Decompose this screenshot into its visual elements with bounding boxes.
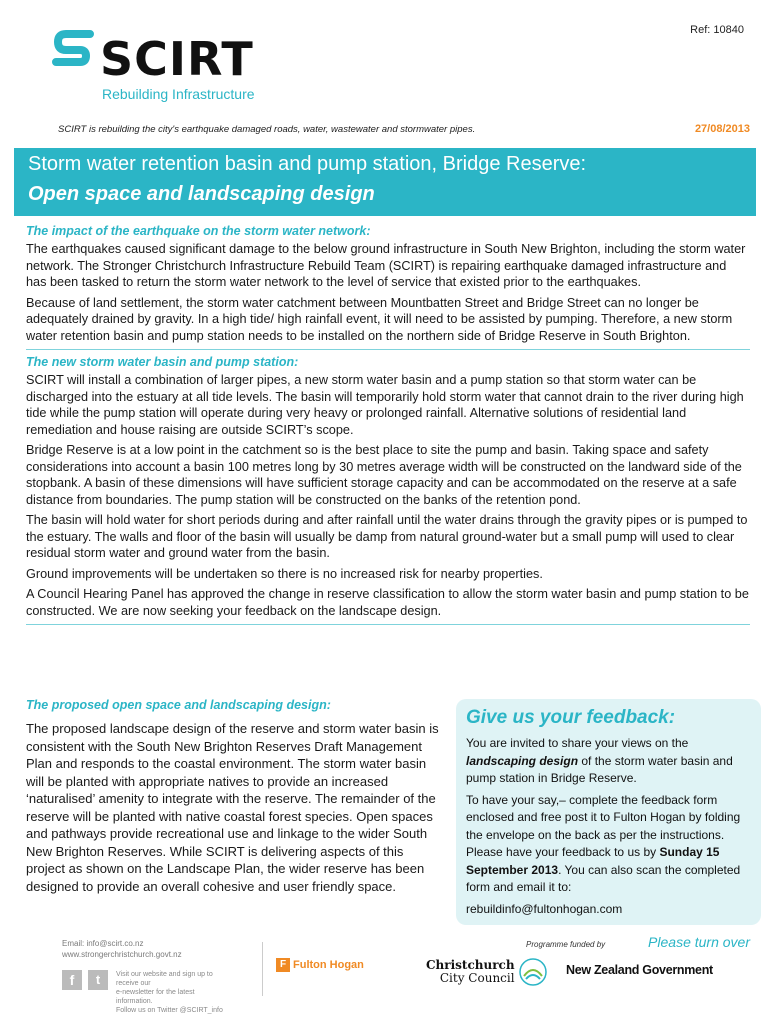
main-content [26, 224, 750, 630]
section-heading: The impact of the earthquake on the storm water network: [26, 224, 371, 238]
paragraph: Bridge Reserve is at a low point in the catchment so is the best place to site the pump and basin. Taking space and safety considerations into account a basin 100 metres long by 30 metres average width will be constructed on the landward side of the stopbank. A basin of these dimensions will have sufficient storage capacity and can be accommodated on the reserve at a safe distance from boundaries. The pump station will be constructed on the banks of the retention pond. [26, 443, 742, 507]
programme-funded-by: Programme funded by [526, 940, 606, 949]
footer-visit-line: Visit our website and sign up to receive our [116, 971, 213, 987]
section-earthquake-impact [26, 224, 750, 344]
ccc-line2: City Council [439, 971, 515, 985]
fulton-hogan-icon: F [276, 958, 290, 972]
feedback-invite [466, 735, 754, 788]
section-basin-pump [26, 355, 750, 619]
footer [0, 934, 770, 1024]
feedback-deadline: Sunday 15 September 2013 [466, 845, 720, 877]
feedback-text: of the storm water basin and pump station in Bridge Reserve. [466, 753, 733, 785]
page-title: Storm water retention basin and pump station, Bridge Reserve: [28, 153, 587, 175]
ccc-emblem-icon [518, 957, 548, 987]
paragraph: SCIRT will install a combination of larger pipes, a new storm water basin and a pump station so that storm water can be discharged into the estuary at all tide levels. The basin will temporarily hold storm water that cannot drain to the river during high tide while the pump station will operate during very heavy or prolonged rainfall. Alternative solutions of residential land remediation and house raising are outside SCIRT’s scope. [26, 373, 744, 437]
paragraph: The earthquakes caused significant damage to the below ground infrastructure in South New Brighton, including the storm water network. The Stronger Christchurch Infrastructure Rebuild Team (SCIRT) is repairing earthquake damaged infrastructure and has been tasked to return the storm water network to the level of service that existed prior to the earthquakes. [26, 242, 746, 289]
facebook-icon[interactable]: f [62, 970, 82, 990]
fulton-hogan-text: Fulton Hogan [293, 959, 364, 971]
section-divider [26, 349, 750, 350]
twitter-icon[interactable]: t [88, 970, 108, 990]
feedback-body [466, 735, 754, 922]
feedback-instructions [466, 792, 754, 897]
section-divider [26, 624, 750, 625]
please-turn-over: Please turn over [648, 934, 750, 950]
footer-visit-line: e-newsletter for the latest information. [116, 989, 195, 1005]
section-heading: The new storm water basin and pump station: [26, 355, 299, 369]
nz-government-logo: New Zealand Government [566, 963, 713, 977]
ccc-line1: Christchurch [426, 958, 515, 972]
scirt-logo [52, 26, 292, 106]
publication-date: 27/08/2013 [694, 123, 750, 135]
paragraph: Ground improvements will be undertaken so there is no increased risk for nearby properties. [26, 566, 543, 581]
feedback-box [456, 699, 761, 925]
reference-number: Ref: 10840 [690, 24, 744, 36]
section-heading: The proposed open space and landscaping design: [26, 698, 331, 712]
footer-contact [62, 938, 182, 960]
paragraph: A Council Hearing Panel has approved the change in reserve classification to allow the storm water basin and pump station to be constructed. We are now seeking your feedback on the landscape design. [26, 587, 749, 618]
footer-divider [262, 942, 263, 996]
title-banner [14, 148, 756, 216]
logo-subtitle: Rebuilding Infrastructure [102, 86, 255, 102]
feedback-email[interactable]: rebuildinfo@fultonhogan.com [466, 901, 623, 916]
feedback-text: To have your say,– complete the feedback form enclosed and free post it to Fulton Hogan by folding the envelope on the back as per the instructions. Please have your feedback to us by [466, 792, 741, 859]
feedback-emphasis: landscaping design [466, 753, 579, 768]
feedback-title: Give us your feedback: [466, 707, 676, 728]
feedback-text: . You can also scan the completed form and email it to: [466, 862, 741, 894]
footer-web-link[interactable]: www.strongerchristchurch.govt.nz [62, 950, 182, 959]
christchurch-city-council-logo [426, 959, 515, 985]
footer-visit-line: Follow us on Twitter @SCIRT_info [116, 1007, 223, 1014]
bottom-section [26, 698, 750, 928]
paragraph: The proposed landscape design of the reserve and storm water basin is consistent with the South New Brighton Reserves Draft Management Plan and responds to the coastal environment. The storm water basin will be planted with appropriate natives to provide an increased ‘naturalised’ amenity to integrate with the reserve. The remainder of the reserve will be planted with native coastal forest species. Open spaces and pathways provide recreational use and linkage to the wider South New Brighton Reserves. While SCIRT is delivering aspects of this project as shown on the Landscape Plan, the wider reserve has been designed to provide an overall cohesive and user friendly space. [26, 721, 439, 894]
social-icons [62, 970, 110, 990]
paragraph: Because of land settlement, the storm water catchment between Mountbatten Street and Bridge Street can no longer be adequately drained by gravity. In a high tide/ high rainfall event, it will need to be assisted by pumping. Therefore, a new storm water retention basin and pump station needs to be installed on the northern side of Bridge Reserve in South Brighton. [26, 295, 733, 343]
footer-visit-text [116, 970, 226, 1015]
logo-wordmark: SCIRT [100, 32, 254, 86]
footer-email-link[interactable]: Email: info@scirt.co.nz [62, 939, 144, 948]
section-landscaping [26, 698, 441, 899]
tagline: SCIRT is rebuilding the city's earthquake damaged roads, water, wastewater and stormwater pipes. [58, 124, 476, 135]
feedback-text: You are invited to share your views on the [466, 736, 689, 750]
page-subtitle: Open space and landscaping design [28, 183, 375, 205]
paragraph: The basin will hold water for short periods during and after rainfall until the water drains through the gravity pipes or is pumped to the estuary. The walls and floor of the basin will usually be damp from natural ground-water but a small pump will used to clear residual storm water and ground water from the basin. [26, 513, 748, 560]
scirt-s-icon [52, 28, 96, 78]
